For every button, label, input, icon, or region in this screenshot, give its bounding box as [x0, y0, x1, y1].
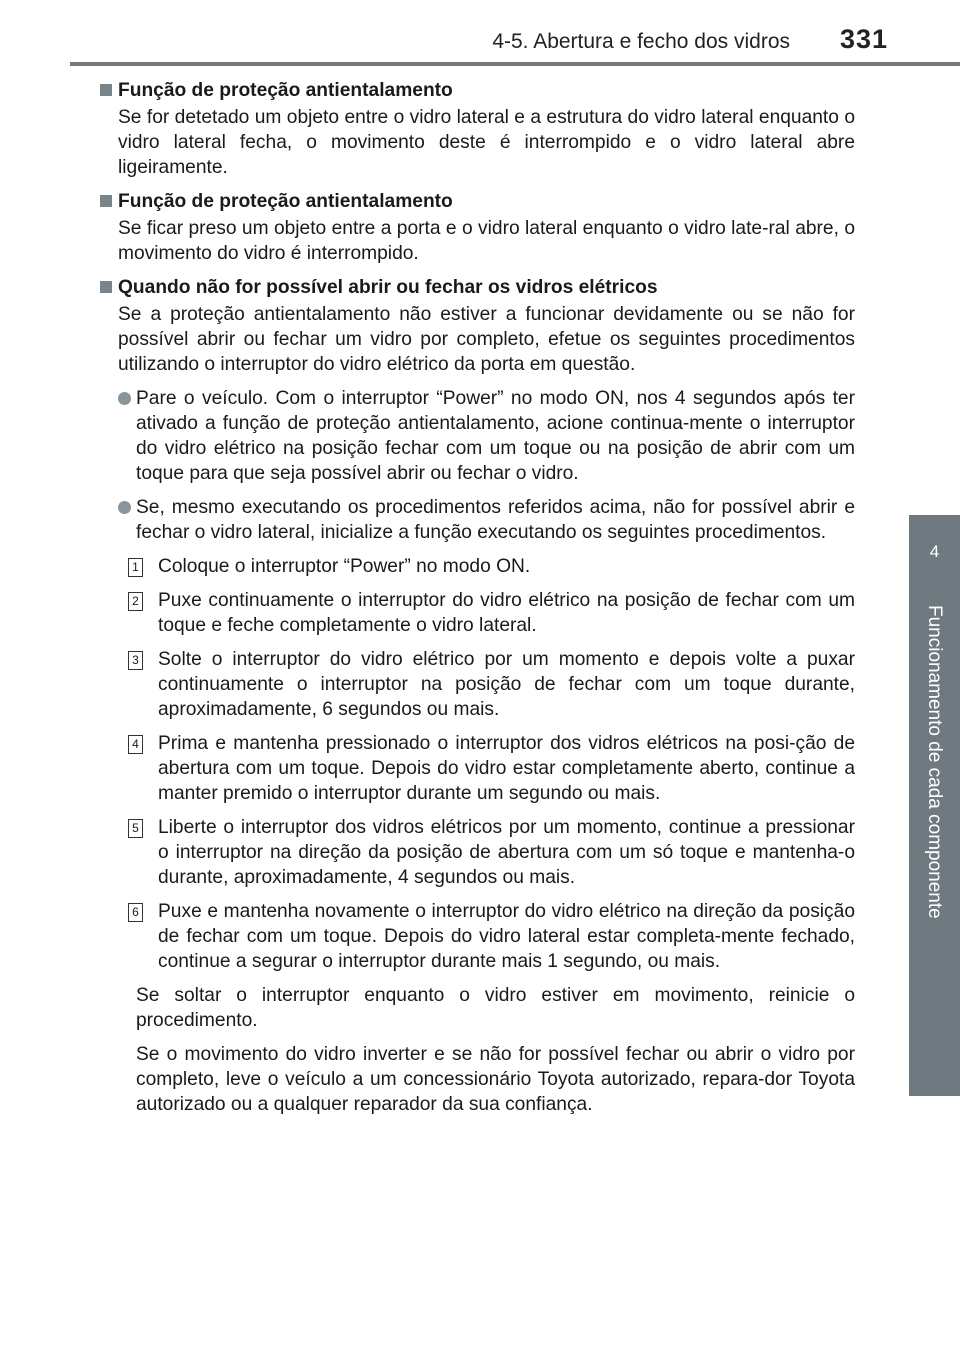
section-text-2: Se ficar preso um objeto entre a porta e o vidro lateral enquanto o vidro late-ral abre, o movimento do vidro é interrompido. [118, 218, 855, 264]
step-number-box: 3 [128, 651, 143, 670]
step-number-box: 6 [128, 903, 143, 922]
square-bullet-icon [100, 84, 112, 96]
circle-bullet-icon [118, 501, 131, 514]
section-heading-1: Função de proteção antientalamento [100, 78, 855, 103]
step-item: 2 Puxe continuamente o interruptor do vidro elétrico na posição de fechar com um toque e feche completamente o vidro lateral. [128, 588, 855, 638]
page-content [100, 78, 855, 1126]
section-text-1: Se for detetado um objeto entre o vidro lateral e a estrutura do vidro lateral enquanto o vidro lateral fecha, o movimento deste é interrompido e o vidro lateral abre ligeiramente. [118, 107, 855, 178]
step-number-box: 5 [128, 819, 143, 838]
chapter-number: 4 [929, 542, 940, 561]
section-heading-2: Função de proteção antientalamento [100, 189, 855, 214]
step-number-box: 1 [128, 558, 143, 577]
section-heading-3: Quando não for possível abrir ou fechar os vidros elétricos [100, 275, 855, 300]
step-item: 5 Liberte o interruptor dos vidros elétricos por um momento, continue a pressionar o interruptor na direção da posição de abertura com um só toque e mantenha-o durante, aproximadamente, 4 segundos ou mais. [128, 815, 855, 890]
bullet-item: Pare o veículo. Com o interruptor “Power” no modo ON, nos 4 segundos após ter ativado a função de proteção antientalamento, acione continua-mente o interruptor do vidro elétrico na posição fechar com um toque ou na posição de abrir com um toque para que seja possível abrir ou fechar o vidro. [118, 386, 855, 486]
header-divider [70, 62, 960, 66]
step-item: 4 Prima e mantenha pressionado o interruptor dos vidros elétricos na posi-ção de abertura com um toque. Depois do vidro estar completamente aberto, continue a manter premido o interruptor durante um segundo ou mais. [128, 731, 855, 806]
step-number-box: 4 [128, 735, 143, 754]
step-number-box: 2 [128, 592, 143, 611]
bullet-item: Se, mesmo executando os procedimentos referidos acima, não for possível abrir e fechar o vidro lateral, inicialize a função executando os seguintes procedimentos. [118, 495, 855, 545]
chapter-label: Funcionamento de cada componente [924, 605, 945, 919]
note-text-1: Se soltar o interruptor enquanto o vidro estiver em movimento, reinicie o procedimento. [136, 985, 855, 1031]
note-text-2: Se o movimento do vidro inverter e se não for possível fechar ou abrir o vidro por completo, leve o veículo a um concessionário Toyota autorizado, repara-dor Toyota autorizado ou a qualquer reparador da sua confiança. [136, 1044, 855, 1115]
square-bullet-icon [100, 195, 112, 207]
chapter-side-tab [909, 515, 960, 1096]
page-header [0, 0, 960, 66]
step-item: 3 Solte o interruptor do vidro elétrico por um momento e depois volte a puxar continuamente o interruptor na posição de fechar com um toque durante, aproximadamente, 6 segundos ou mais. [128, 647, 855, 722]
section-text-3: Se a proteção antientalamento não estiver a funcionar devidamente ou se não for possível abrir ou fechar um vidro por completo, efetue os seguintes procedimentos utilizando o interruptor do vidro elétrico da porta em questão. [118, 304, 855, 375]
step-item: 1 Coloque o interruptor “Power” no modo ON. [128, 554, 855, 579]
square-bullet-icon [100, 281, 112, 293]
page-number: 331 [839, 24, 888, 54]
section-title: 4-5. Abertura e fecho dos vidros [492, 30, 790, 53]
step-item: 6 Puxe e mantenha novamente o interruptor do vidro elétrico na direção da posição de fechar com um toque. Depois do vidro lateral estar completa-mente fechado, continue a segurar o interruptor durante mais 1 segundo, ou mais. [128, 899, 855, 974]
circle-bullet-icon [118, 392, 131, 405]
